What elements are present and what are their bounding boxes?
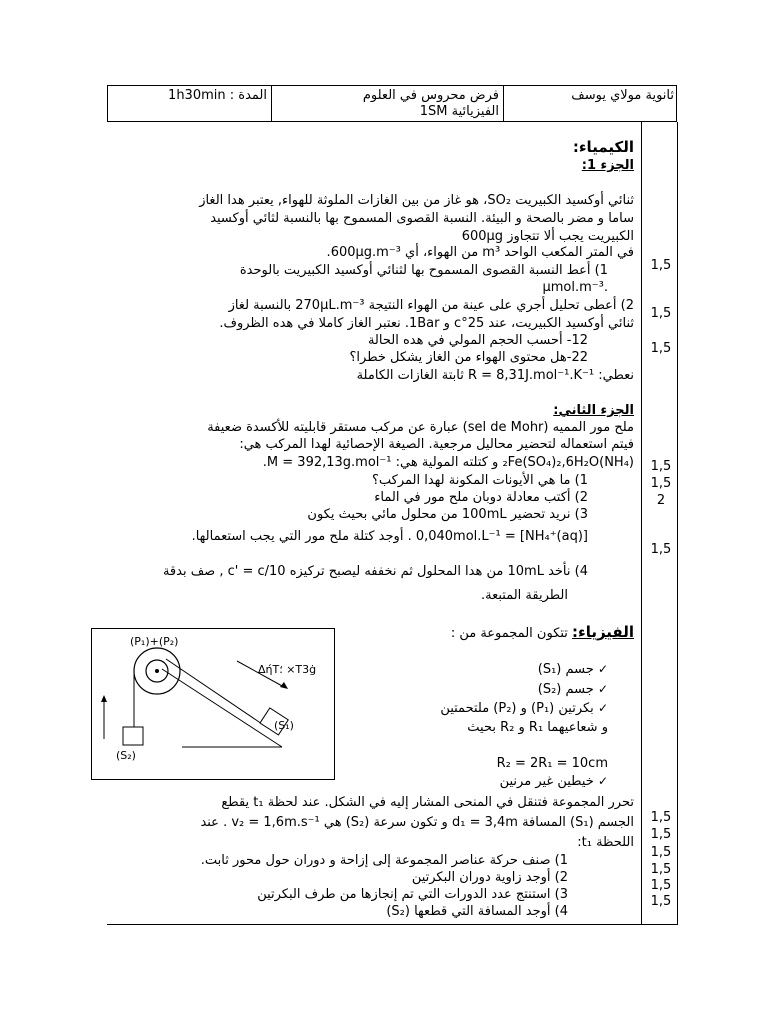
marks-column-border (641, 122, 642, 925)
s1-label: (S₁) (274, 719, 294, 732)
part2-line2: فيتم استعماله لتحضير محاليل مرجعية. الصيغة الإحصائية لهدا المركب هي: (239, 437, 634, 452)
mark: 1,5 (650, 827, 672, 842)
physics-intro: تتكون المجموعة من : (450, 626, 568, 641)
mark: 1,5 (650, 894, 672, 909)
physics-item4 (500, 773, 608, 790)
part1-q1-line1: 1) أعط النسبة القصوى المسموح بها لثنائي أوكسيد الكبيريت بالوحدة (239, 263, 608, 278)
mark: 1,5 (650, 542, 672, 557)
pulley-label: (P₁)+(P₂) (130, 635, 179, 648)
mark: 1,5 (650, 476, 672, 491)
header-table (107, 85, 677, 122)
physics-title: الفيزياء: (572, 623, 634, 641)
part2-title: الجزء الثاني: (553, 403, 634, 418)
checkmark-icon: ✓ (597, 662, 608, 676)
part2-q4-line2: الطريقة المتبعة. (480, 588, 568, 603)
physics-item1-text: جسم (S₁) (537, 662, 594, 677)
physics-q1: 1) صنف حركة عناصر المجموعة إلى إزاحة و دوران حول محور ثابت. (200, 853, 568, 868)
exam-title (271, 86, 503, 121)
bottom-border (107, 924, 678, 925)
part1-q2-1: 12- أحسب الحجم المولي في هده الحالة (367, 333, 588, 348)
direction-label: ΔήΤ؛ ×Τ3ġ (258, 663, 317, 676)
mark: 1,5 (650, 258, 672, 273)
physics-text-line2: الجسم (S₁) المسافة d₁ = 3,4m و تكون سرعة (S₂) هي v₂ = 1,6m.s⁻¹ . عند (200, 815, 634, 830)
checkmark-icon: ✓ (597, 682, 608, 696)
incline-surface (162, 669, 282, 747)
physics-heading (451, 624, 634, 642)
string-s1 (166, 659, 262, 724)
physics-item2-text: جسم (S₂) (537, 682, 594, 697)
physics-item2 (538, 681, 608, 698)
part2-line3: (NH₄)₂Fe(SO₄)₂,6H₂O و كتلته المولية هي: M = 392,13g.mol⁻¹. (262, 455, 634, 470)
pulley-axis (155, 669, 159, 673)
physics-item3c: R₂ = 2R₁ = 10cm (496, 756, 608, 771)
checkmark-icon: ✓ (597, 774, 608, 788)
mark: 1,5 (650, 459, 672, 474)
mark: 1,5 (650, 810, 672, 825)
school-name: ثانوية مولاي يوسف (571, 88, 674, 103)
physics-text-line3: اللحظة t₁: (577, 835, 634, 850)
mark: 1,5 (650, 878, 672, 893)
mark: 1,5 (650, 862, 672, 877)
s2-label: (S₂) (116, 749, 136, 762)
part2-q3-line2: [NH₄⁺(aq)] = 0,040mol.L⁻¹ . أوجد كتلة ملح مور التي يجب استعمالها. (191, 529, 588, 544)
part2-q3-line1: 3) نريد تحضير 100mL من محلول مائي بحيث يكون (307, 507, 588, 522)
part1-given: نعطي: R = 8,31J.mol⁻¹.K⁻¹ ثابتة الغازات الكاملة (356, 368, 634, 383)
duration: المدة : 1h30min (168, 88, 267, 103)
mark: 1,5 (650, 845, 672, 860)
part2-q1: 1) ما هي الأيونات المكونة لهدا المركب؟ (371, 473, 588, 488)
physics-item4-text: خيطين غير مرنين (499, 774, 594, 789)
part1-q2-line2: ثنائي أوكسيد الكبيريت، عند 25°c و 1Bar. نعتبر الغاز كاملا في هده الظروف. (219, 316, 634, 331)
block-s2 (123, 727, 143, 745)
physics-q4: 4) أوجد المسافة التي قطعها (S₂) (386, 904, 568, 919)
part1-q2-2: 22-هل محتوى الهواء من الغاز يشكل خطرا؟ (349, 350, 588, 365)
part2-line1: ملح مور المميه (sel de Mohr) عبارة عن مركب مستقر قابليته للأكسدة ضعيفة (207, 420, 634, 435)
part1-q2-line1: 2) أعطى تحليل أجري على عينة من الهواء النتيجة 270μL.m⁻³ بالنسبة لغاز (228, 298, 634, 313)
exam-title-line1: فرض محروس في العلوم (362, 88, 499, 103)
mark: 1,5 (650, 341, 672, 356)
part1-q1-line2: .μmol.m⁻³ (542, 280, 608, 295)
physics-q3: 3) استنتج عدد الدورات التي تم إنجازها من طرف البكرتين (257, 887, 568, 902)
mark: 2 (656, 493, 666, 508)
physics-figure (91, 628, 335, 780)
part1-intro-line2: ساما و مضر بالصحة و البيئة. النسبة القصوى المسموح بها بالنسبة لثائي أوكسيد (210, 211, 634, 226)
physics-item1 (538, 661, 608, 678)
physics-q2: 2) أوجد زاوية دوران البكرتين (411, 870, 568, 885)
part1-title: الجزء 1: (581, 158, 634, 173)
mark: 1,5 (650, 306, 672, 321)
part1-intro-line4: في المتر المكعب الواحد m³ من الهواء، أي 600μg.m⁻³. (326, 245, 634, 260)
part2-q4-line1: 4) نأخد 10mL من هدا المحلول ثم نخففه ليصبح تركيزه c' = c/10 , صف بدقة (162, 564, 588, 579)
part2-q2: 2) أكتب معادلة دوبان ملح مور في الماء (374, 490, 588, 505)
physics-item3-text: بكرتين (P₁) و (P₂) ملتحمتين (440, 701, 594, 716)
physics-item3 (440, 700, 608, 717)
exam-title-line2: الفيزيائية 1SM (419, 104, 499, 119)
chemistry-title: الكيمياء: (572, 138, 634, 156)
part1-intro-line3: الكبيريت يجب ألا تتجاوز 600μg (461, 229, 634, 244)
checkmark-icon: ✓ (597, 701, 608, 715)
physics-text-line1: تحرر المجموعة فتنقل في المنحى المشار إليه في الشكل. عند لحظة t₁ يقطع (221, 795, 634, 810)
part1-intro-line1: ثنائي أوكسيد الكبيريت SO₂، هو غاز من بين الغازات الملوثة للهواء, يعتبر هدا الغاز (199, 193, 634, 208)
physics-item3b: و شعاعيهما R₁ و R₂ بحيث (467, 720, 608, 735)
